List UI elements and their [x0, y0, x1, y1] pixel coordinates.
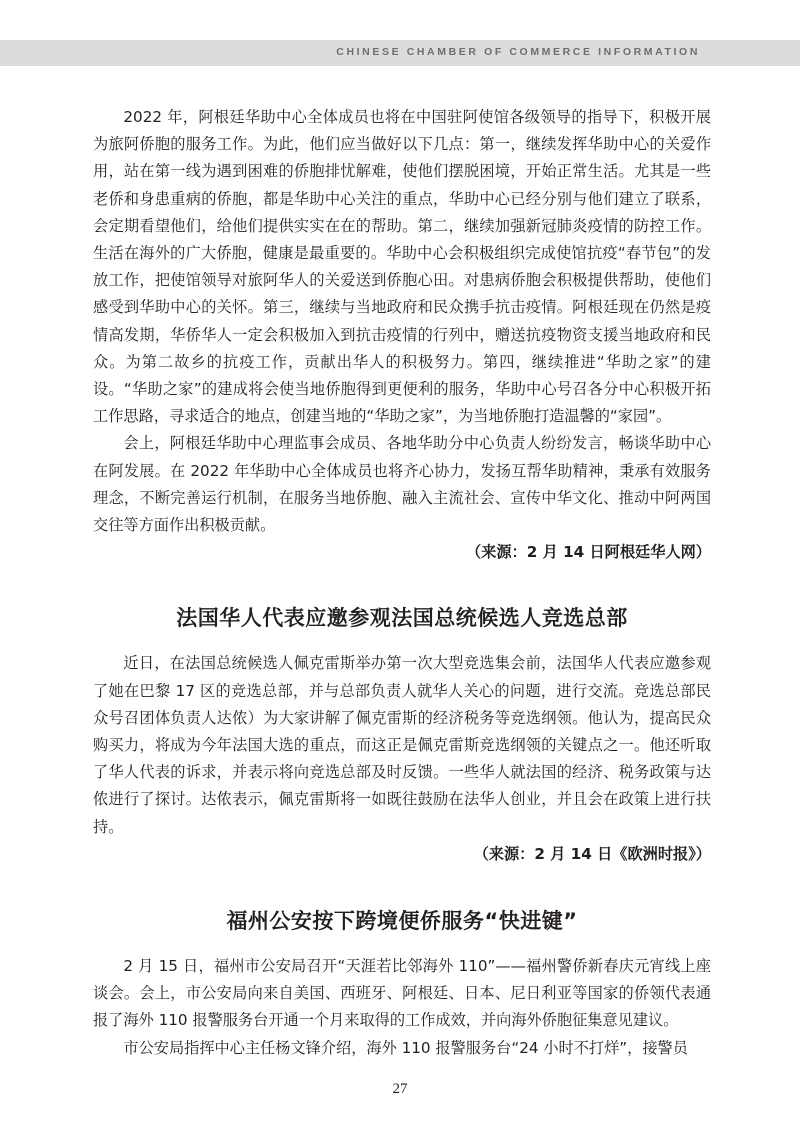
- article3-paragraph-2: 市公安局指挥中心主任杨文锋介绍，海外 110 报警服务台“24 小时不打烊”，接警员: [123, 1038, 688, 1057]
- article1-source: （来源：2 月 14 日阿根廷华人网）: [465, 543, 711, 562]
- page-number: 27: [392, 1081, 408, 1097]
- article3-paragraph-1: 2 月 15 日，福州市公安局召开“天涯若比邻海外 110”——福州警侨新春庆元宵线上座谈会。会上，市公安局向来自美国、西班牙、阿根廷、日本、尼日利亚等国家的侨领代表通报了海外 110 报警服务台开通一个月来取得的工作成效，并向海外侨胞征集意见建议。: [93, 957, 711, 1030]
- article2-paragraph-1: 近日，在法国总统候选人佩克雷斯举办第一次大型竞选集会前，法国华人代表应邀参观了她在巴黎 17 区的竞选总部，并与总部负责人就华人关心的问题，进行交流。竞选总部民众号召团体负责人达侬）为大家讲解了佩克雷斯的经济税务等竞选纲领。他认为，提高民众购买力，将成为今年法国大选的重点，而这正是佩克雷斯竞选纲领的关键点之一。他还听取了华人代表的诉求，并表示将向竞选总部及时反馈。一些华人就法国的经济、税务政策与达侬进行了探讨。达侬表示，佩克雷斯将一如既往鼓励在法华人创业，并且会在政策上进行扶持。: [93, 654, 711, 836]
- article2-source: （来源：2 月 14 日《欧洲时报》）: [473, 844, 711, 863]
- article1-paragraph-2: 会上，阿根廷华助中心理监事会成员、各地华助分中心负责人纷纷发言，畅谈华助中心在阿发展。在 2022 年华助中心全体成员也将齐心协力，发扬互帮华助精神，秉承有效服务理念，不断完善运行机制，在服务当地侨胞、融入主流社会、宣传中华文化、推动中阿两国交往等方面作出积极贡献。: [93, 434, 711, 535]
- running-header: CHINESE CHAMBER OF COMMERCE INFORMATION: [336, 46, 700, 58]
- article2-title: 法国华人代表应邀参观法国总统候选人竞选总部: [176, 606, 628, 631]
- page-content: [93, 104, 711, 1062]
- article3-title: 福州公安按下跨境便侨服务“快进键”: [226, 909, 578, 934]
- article1-paragraph-1: 2022 年，阿根廷华助中心全体成员也将在中国驻阿使馆各级领导的指导下，积极开展为旅阿侨胞的服务工作。为此，他们应当做好以下几点：第一，继续发挥华助中心的关爱作用，站在第一线为遇到困难的侨胞排忧解难，使他们摆脱困境，开始正常生活。尤其是一些老侨和身患重病的侨胞，都是华助中心关注的重点，华助中心已经分别与他们建立了联系，会定期看望他们，给他们提供实实在在的帮助。第二，继续加强新冠肺炎疫情的防控工作。生活在海外的广大侨胞，健康是最重要的。华助中心会积极组织完成使馆抗疫“春节包”的发放工作，把使馆领导对旅阿华人的关爱送到侨胞心田。对患病侨胞会积极提供帮助，使他们感受到华助中心的关怀。第三，继续与当地政府和民众携手抗击疫情。阿根廷现在仍然是疫情高发期，华侨华人一定会积极加入到抗击疫情的行列中，赠送抗疫物资支援当地政府和民众。为第二故乡的抗疫工作，贡献出华人的积极努力。第四，继续推进“华助之家”的建设。“华助之家”的建成将会使当地侨胞得到更便利的服务，华助中心号召各分中心积极开拓工作思路，寻求适合的地点，创建当地的“华助之家”，为当地侨胞打造温馨的“家园”。: [93, 108, 711, 426]
